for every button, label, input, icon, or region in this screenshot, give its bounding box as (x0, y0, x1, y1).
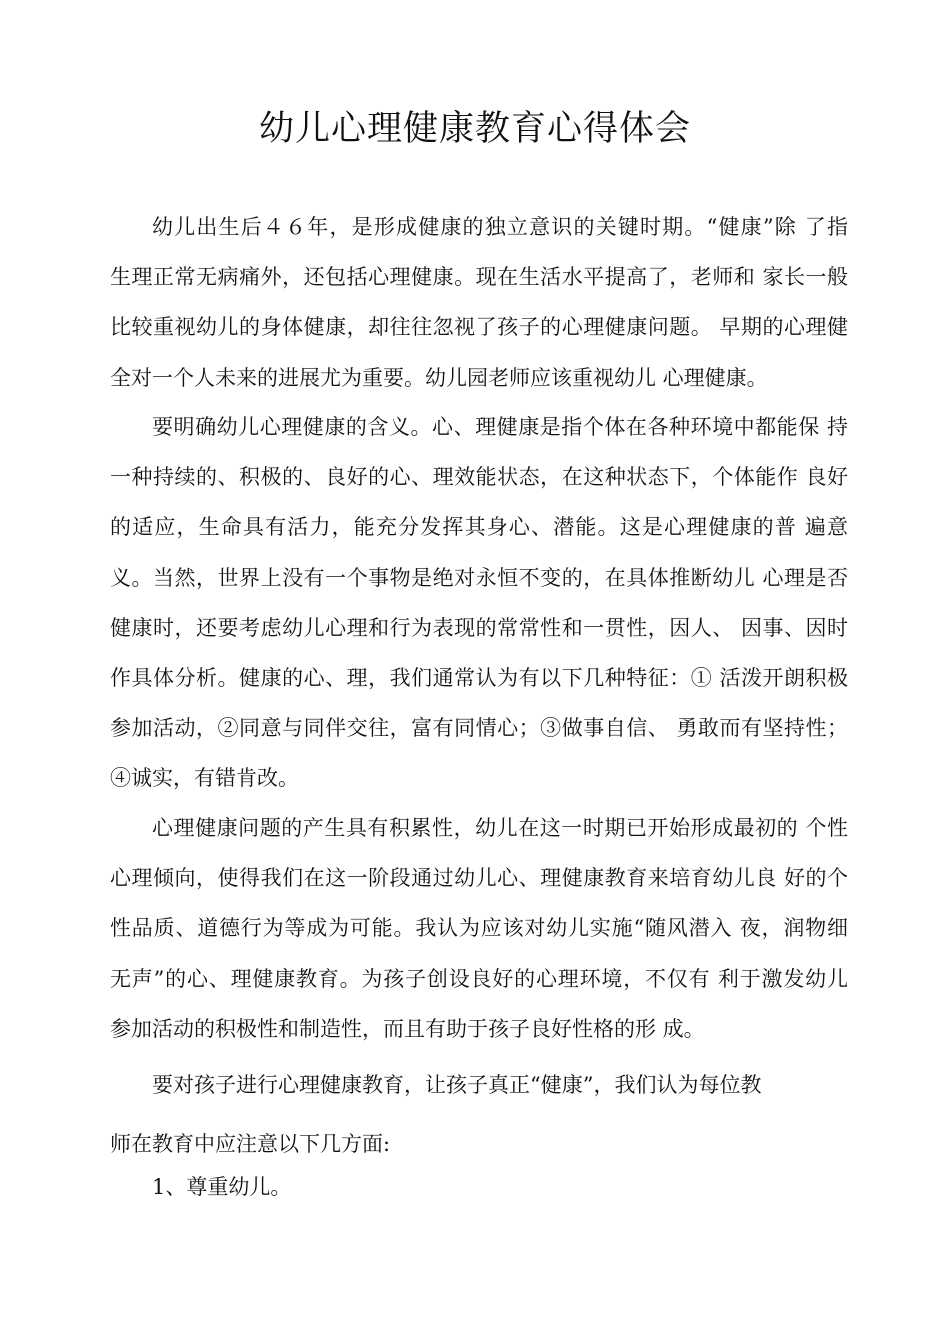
paragraph-line: 比较重视幼儿的身体健康，却往往忽视了孩子的心理健康问题。 早期的心理健 (110, 315, 848, 340)
paragraph-line: 的适应，生命具有活力，能充分发挥其身心、潜能。这是心理健康的普 遍意 (110, 515, 848, 540)
paragraph-line: 要对孩子进行心理健康教育，让孩子真正“健康”，我们认为每位教 (152, 1073, 762, 1097)
paragraph-3 (110, 803, 848, 1054)
paragraph-line: 义。当然，世界上没有一个事物是绝对永恒不变的，在具体推断幼儿 心理是否 (110, 565, 848, 590)
paragraph-line: 作具体分析。健康的心、理，我们通常认为有以下几种特征：① 活泼开朗积极 (110, 666, 848, 691)
paragraph-4 (110, 1060, 848, 1110)
document-title: 幼儿心理健康教育心得体会 (258, 109, 691, 149)
paragraph-line: 无声”的心、理健康教育。为孩子创设良好的心理环境，不仅有 利于激发幼儿 (110, 966, 848, 991)
paragraph-line: 要明确幼儿心理健康的含义。心、理健康是指个体在各种环境中都能保 持 (152, 415, 848, 439)
paragraph-line: 健康时，还要考虑幼儿心理和行为表现的常常性和一贯性，因人、 因事、因时 (110, 615, 848, 640)
paragraph-line: 性品质、道德行为等成为可能。我认为应该对幼儿实施“随风潜入 夜，润物细 (110, 916, 848, 941)
paragraph-line: ④诚实，有错肯改。 (110, 766, 299, 791)
list-item: 1、尊重幼儿。 (152, 1175, 292, 1199)
paragraph-line: 心理倾向，使得我们在这一阶段通过幼儿心、理健康教育来培育幼儿良 好的个 (110, 866, 848, 891)
paragraph-line: 参加活动，②同意与同伴交往，富有同情心；③做事自信、 勇敢而有坚持性； (110, 716, 848, 741)
paragraph-1 (110, 202, 848, 403)
paragraph-line: 参加活动的积极性和制造性，而且有助于孩子良好性格的形 成。 (110, 1016, 705, 1041)
paragraph-line: 师在教育中应注意以下几方面: (110, 1132, 391, 1156)
paragraph-2 (110, 402, 848, 804)
paragraph-line: 幼儿出生后４６年，是形成健康的独立意识的关键时期。“健康”除 了指 (152, 215, 848, 239)
paragraph-line: 心理健康问题的产生具有积累性，幼儿在这一时期已开始形成最初的 个性 (152, 816, 848, 840)
paragraph-line: 一种持续的、积极的、良好的心、理效能状态，在这种状态下，个体能作 良好 (110, 465, 848, 490)
paragraph-6 (110, 1162, 848, 1212)
paragraph-line: 全对一个人未来的进展尤为重要。幼儿园老师应该重视幼儿 心理健康。 (110, 365, 768, 390)
paragraph-line: 生理正常无病痛外，还包括心理健康。现在生活水平提高了，老师和 家长一般 (110, 265, 848, 290)
